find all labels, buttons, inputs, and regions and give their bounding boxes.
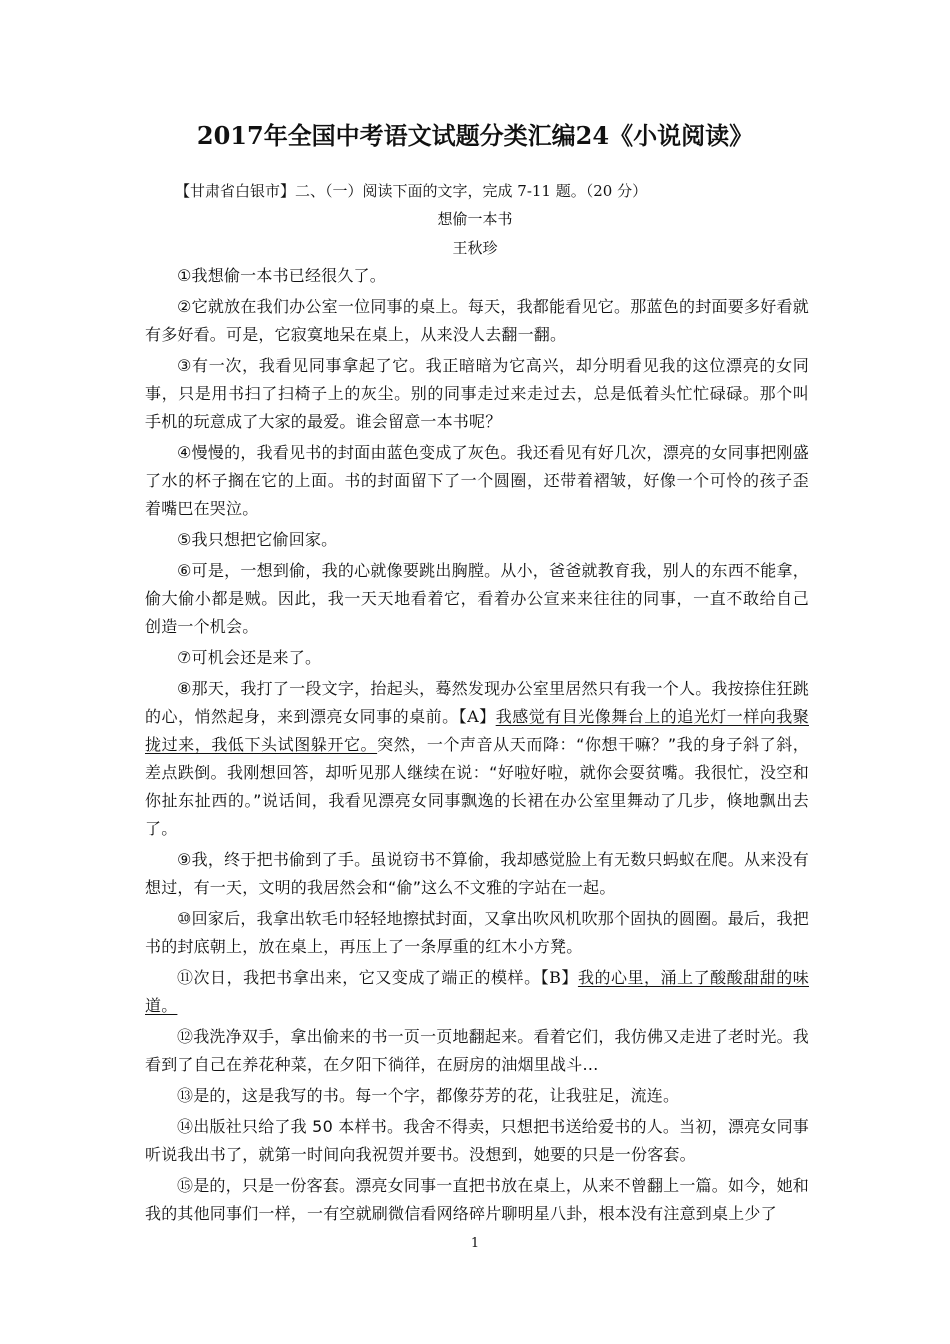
paragraph-1: ①我想偷一本书已经很久了。 — [177, 266, 386, 285]
paragraph-2: ②它就放在我们办公室一位同事的桌上。每天，我都能看见它。那蓝色的封面要多好看就有多好看。可是，它寂寞地呆在桌上，从来没人去翻一翻。 — [145, 297, 809, 344]
paragraph-8-text-end: 突然，一个声音从天而降：“你想干嘛？”我的身子斜了斜，差点跌倒。我刚想回答，却听见那人继续在说：“好啦好啦，就你会耍贫嘴。我很忙，没空和你扯东扯西的。”说话间，我看见漂亮女同事飘逸的长裙在办公室里舞动了几步，倏地飘出去了。 — [145, 735, 809, 838]
paragraph-12: ⑫我洗净双手，拿出偷来的书一页一页地翻起来。看着它们，我仿佛又走进了老时光。我看到了自己在养花种菜，在夕阳下徜徉，在厨房的油烟里战斗… — [145, 1027, 809, 1074]
marker-a: 【A】 — [458, 707, 496, 726]
paragraph-9: ⑨我，终于把书偷到了手。虽说窃书不算偷，我却感觉脸上有无数只蚂蚁在爬。从来没有想过，有一天，文明的我居然会和“偷”这么不文雅的字站在一起。 — [145, 850, 809, 897]
underlined-sentence-b: 我的心里，涌上了酸酸甜甜的味道。 — [145, 968, 809, 1015]
paragraph-15: ⑮是的，只是一份客套。漂亮女同事一直把书放在桌上，从来不曾翻上一篇。如今，她和我的其他同事们一样，一有空就刷微信看网络碎片聊明星八卦，根本没有注意到桌上少了 — [145, 1176, 809, 1223]
paragraph-3: ③有一次，我看见同事拿起了它。我正暗暗为它高兴，却分明看见我的这位漂亮的女同事，只是用书扫了扫椅子上的灰尘。别的同事走过来走过去，总是低着头忙忙碌碌。那个叫手机的玩意成了大家的最爱。谁会留意一本书呢？ — [145, 356, 809, 431]
story-author: 王秋珍 — [452, 239, 498, 257]
paragraph-13: ⑬是的，这是我写的书。每一个字，都像芬芳的花，让我驻足，流连。 — [177, 1086, 680, 1105]
paragraph-11-text-start: ⑪次日，我把书拿出来，它又变成了端正的模样。 — [177, 968, 541, 987]
paragraph-8-text-start: ⑧那天，我打了一段文字，抬起头，蓦然发现办公室里居然只有我一个人。我按捺住狂跳的心，悄然起身，来到漂亮女同事的桌前。 — [145, 679, 809, 726]
paragraph-11 — [145, 964, 809, 1020]
paragraph-14: ⑭出版社只给了我 50 本样书。我舍不得卖，只想把书送给爱书的人。当初，漂亮女同事听说我出书了，就第一时间向我祝贺并要书。没想到，她要的只是一份客套。 — [145, 1117, 809, 1164]
paragraph-7: ⑦可机会还是来了。 — [177, 648, 322, 667]
underlined-sentence-a: 我感觉有目光像舞台上的追光灯一样向我聚拢过来，我低下头试图躲开它。 — [145, 707, 809, 754]
story-body — [145, 262, 809, 1231]
page-number: 1 — [470, 1236, 480, 1251]
paragraph-6: ⑥可是，一想到偷，我的心就像要跳出胸膛。从小，爸爸就教育我，别人的东西不能拿，偷大偷小都是贼。因此，我一天天地看着它，看着办公宣来来往往的同事，一直不敢给自己创造一个机会。 — [145, 561, 809, 636]
story-title: 想偷一本书 — [437, 210, 513, 228]
question-intro: 【甘肃省白银市】二、（一）阅读下面的文字，完成 7-11 题。（20 分） — [175, 182, 648, 200]
paragraph-8 — [145, 675, 809, 843]
marker-b: 【B】 — [540, 968, 578, 987]
document-title: 2017年全国中考语文试题分类汇编24《小说阅读》 — [196, 121, 754, 150]
paragraph-4: ④慢慢的，我看见书的封面由蓝色变成了灰色。我还看见有好几次，漂亮的女同事把刚盛了水的杯子搁在它的上面。书的封面留下了一个圆圈，还带着褶皱，好像一个可怜的孩子歪着嘴巴在哭泣。 — [145, 443, 809, 518]
paragraph-5: ⑤我只想把它偷回家。 — [177, 530, 338, 549]
paragraph-10: ⑩回家后，我拿出软毛巾轻轻地擦拭封面，又拿出吹风机吹那个固执的圆圈。最后，我把书的封底朝上，放在桌上，再压上了一条厚重的红木小方凳。 — [145, 909, 809, 956]
